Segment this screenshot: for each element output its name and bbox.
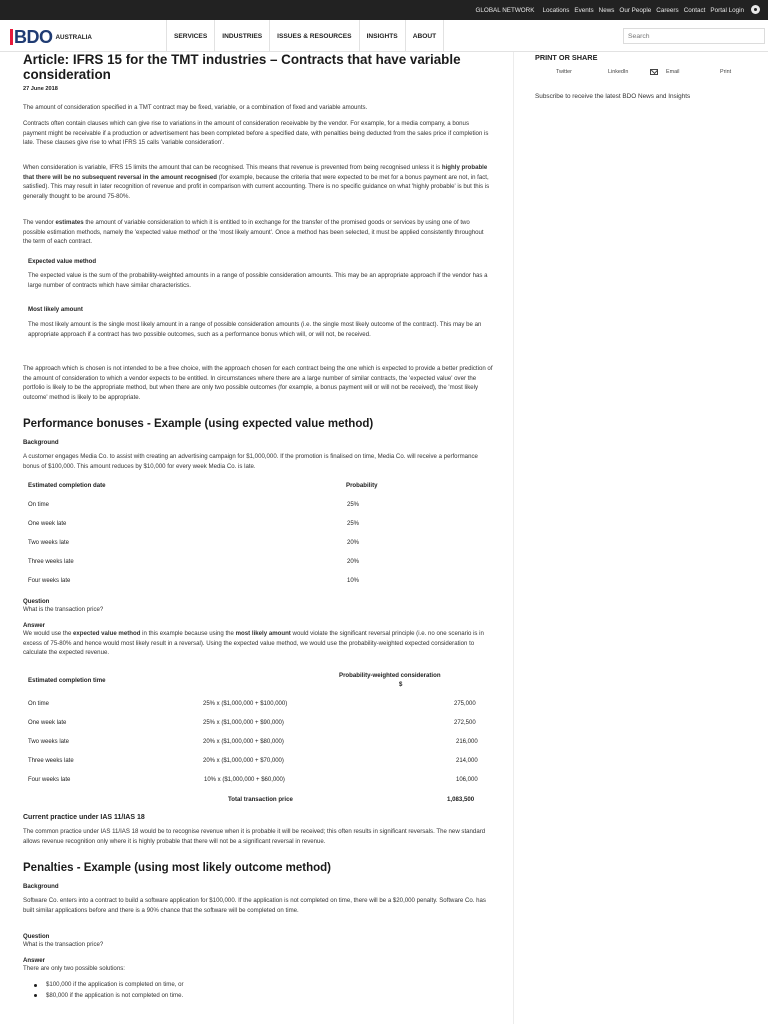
table2-row-formula: 25% x ($1,000,000 + $90,000) — [203, 720, 284, 726]
table2-header-currency: $ — [399, 681, 403, 688]
question-text: What is the transaction price? — [23, 606, 104, 613]
logo-country: AUSTRALIA — [55, 34, 92, 41]
text-run: in this example because using the — [140, 630, 236, 637]
utility-link-locations[interactable]: Locations — [542, 6, 570, 14]
table2-header-time: Estimated completion time — [28, 677, 106, 684]
table2-row-value: 106,000 — [456, 777, 478, 783]
search-input[interactable] — [623, 28, 765, 44]
answer-label: Answer — [23, 622, 46, 629]
table1-row-label: On time — [28, 502, 50, 508]
answer-paragraph — [23, 629, 493, 658]
global-network-link[interactable]: GLOBAL NETWORK — [475, 6, 535, 14]
text-run: the amount of variable consideration to which it is entitled to in exchange for the transfer of the promised goods or services by using one of two possible estimation methods, namely the 'expected value method' or the 'most likely amount'. Once a method has been selected, it must be applied consistently throughout the term of each contract. — [23, 219, 484, 246]
answer-label: Answer — [23, 957, 46, 964]
table1-row-value: 20% — [347, 540, 360, 546]
table2-total-value: 1,083,500 — [447, 796, 475, 803]
question-text: What is the transaction price? — [23, 941, 104, 948]
emphasis-text: estimates — [55, 219, 84, 226]
utility-link-our-people[interactable]: Our People — [619, 6, 652, 14]
background-label: Background — [23, 883, 59, 890]
question-label: Question — [23, 598, 50, 605]
clauses-paragraph: Contracts often contain clauses which can give rise to variations in the amount of consideration receivable by the vendor. For example, for a media company, a bonus payment might be receivable if a production or advertisement has been completed before a specified date, with penalties being deducted from the sales price if completion is late. These clauses give rise to what IFRS 15 calls 'variable consideration'. — [23, 120, 489, 147]
most-likely-heading: Most likely amount — [28, 306, 83, 313]
approach-paragraph: The approach which is chosen is not intended to be a free choice, with the approach chosen for each contract being the one which is expected to provide a better prediction of the amount of consideration to which a vendor expects to be entitled. In circumstances where there are a large number of similar contracts, the 'expected value' over the portfolio is likely to be the appropriate method, but when there are only two possible outcomes (for example, a bonus payment will or will not be received), the 'most likely outcome' method is likely to be appropriate. — [23, 365, 493, 401]
intro-paragraph: The amount of consideration specified in a TMT contract may be fixed, variable, or a combination of fixed and variable amounts. — [23, 104, 368, 111]
nav-services[interactable]: SERVICES — [166, 20, 215, 52]
table2-row-formula: 10% x ($1,000,000 + $60,000) — [204, 777, 285, 783]
utility-link-contact[interactable]: Contact — [683, 6, 706, 14]
solutions-list — [34, 980, 184, 1001]
table1-row-label: One week late — [28, 521, 67, 527]
table1-header-probability: Probability — [346, 482, 378, 489]
share-twitter[interactable]: Twitter — [556, 69, 572, 75]
table1-row-label: Four weeks late — [28, 578, 71, 584]
table2-row-value: 275,000 — [454, 701, 476, 707]
article-header — [23, 53, 489, 92]
answer-intro: There are only two possible solutions: — [23, 965, 125, 972]
penalties-background: Software Co. enters into a contract to build a software application for $100,000. If the application is not completed on time, there will be a $20,000 penalty. Software Co. has built similar applications before and there is a 90% chance that the software will be completed on time. — [23, 897, 486, 914]
text-run: We would use the — [23, 630, 74, 637]
utility-links — [476, 0, 744, 20]
utility-link-events[interactable]: Events — [574, 6, 594, 14]
table2-row-formula: 20% x ($1,000,000 + $80,000) — [203, 739, 284, 745]
region-globe-icon[interactable] — [751, 5, 760, 14]
subscribe-link[interactable]: Subscribe to receive the latest BDO News and Insights — [535, 93, 691, 100]
text-run: (for example, because the criteria that were expected to be met for a bonus payment are not, in fact, satisfied). This may result in later recognition of revenue and profit in comparison with current accounting. There is no specific guidance on what 'highly probable' is but this is generally thought to be around 75-80%. — [23, 173, 490, 200]
utility-link-careers[interactable]: Careers — [656, 6, 679, 14]
most-likely-text: The most likely amount is the single most likely amount in a range of possible consideration amounts (i.e. the single most likely outcome of the contract). This may be an appropriate approach if a contract has two possible outcomes, such as a performance bonus which will, or will not, be received. — [28, 321, 482, 338]
bdo-logo[interactable] — [10, 27, 92, 47]
table1-row-value: 25% — [347, 521, 360, 527]
performance-background: A customer engages Media Co. to assist with creating an advertising campaign for $1,000,000. If the promotion is finalised on time, Media Co. will receive a performance bonus of $100,000. This amount reduces by $10,000 for every week Media Co. is late. — [23, 453, 478, 470]
table2-row-value: 272,500 — [454, 720, 476, 726]
share-print[interactable]: Print — [720, 69, 732, 75]
nav-issues-resources[interactable]: ISSUES & RESOURCES — [270, 20, 359, 52]
text-run: would violate the significant reversal principle (i.e. no one scenario is in excess of 75-80% and hence would most likely result in a reversal). Using the expected value method, we would use the probability-weighted expected consideration to calculate the expected revenue. — [23, 630, 484, 657]
print-share-heading: PRINT OR SHARE — [535, 53, 598, 62]
nav-industries[interactable]: INDUSTRIES — [215, 20, 270, 52]
column-divider — [513, 52, 514, 1024]
current-practice-heading: Current practice under IAS 11/IAS 18 — [23, 814, 145, 821]
table1-row-label: Three weeks late — [28, 559, 74, 565]
logo-text: BDO — [14, 27, 53, 47]
table2-row-label: Three weeks late — [28, 758, 74, 764]
emphasis-text: expected value method — [73, 630, 141, 637]
table2-row-formula: 20% x ($1,000,000 + $70,000) — [203, 758, 284, 764]
main-nav — [166, 20, 444, 52]
article-date: 27 June 2018 — [23, 86, 58, 92]
nav-about[interactable]: ABOUT — [406, 20, 444, 52]
table2-row-label: Four weeks late — [28, 777, 71, 783]
text-run: When consideration is variable, IFRS 15 limits the amount that can be recognised. This means that revenue is prevented from being recognised unless it is — [23, 164, 442, 171]
email-icon[interactable] — [650, 69, 658, 75]
table2-row-label: On time — [28, 701, 50, 707]
table2-row-formula: 25% x ($1,000,000 + $100,000) — [203, 701, 288, 707]
utility-link-news[interactable]: News — [598, 6, 615, 14]
table1-row-value: 20% — [347, 559, 360, 565]
table1-row-value: 25% — [347, 502, 360, 508]
current-practice-text: The common practice under IAS 11/IAS 18 would be to recognise revenue when it is probable it will be received; this often results in significant reversals. The new standard allows revenue recognition only where it is highly probable that there will not be a significant reversal in revenue. — [23, 828, 486, 845]
penalties-heading: Penalties - Example (using most likely outcome method) — [23, 862, 332, 874]
expected-value-heading: Expected value method — [28, 258, 97, 265]
variable-paragraph — [23, 163, 493, 201]
table2-header-consideration: Probability-weighted consideration — [339, 672, 441, 679]
table1-header-date: Estimated completion date — [28, 482, 106, 489]
expected-value-text: The expected value is the sum of the probability-weighted amounts in a range of possible consideration amounts. This may be an appropriate approach if the vendor has a large number of contracts which have similar characteristics. — [28, 272, 488, 289]
text-run: The vendor — [23, 219, 56, 226]
table2-row-value: 214,000 — [456, 758, 478, 764]
background-label: Background — [23, 439, 59, 446]
list-item: $80,000 if the application is not completed on time. — [34, 991, 184, 1002]
nav-insights[interactable]: INSIGHTS — [360, 20, 406, 52]
table1-row-label: Two weeks late — [28, 540, 70, 546]
table2-row-label: Two weeks late — [28, 739, 70, 745]
table2-total-label: Total transaction price — [228, 796, 293, 803]
table2-row-label: One week late — [28, 720, 67, 726]
estimates-paragraph — [23, 218, 493, 247]
share-linkedin[interactable]: LinkedIn — [608, 69, 629, 75]
table2-row-value: 216,000 — [456, 739, 478, 745]
logo-red-bar — [10, 29, 13, 45]
utility-link-portal-login[interactable]: Portal Login — [710, 6, 744, 14]
share-email[interactable]: Email — [666, 69, 680, 75]
top-utility-bar — [0, 0, 768, 20]
question-label: Question — [23, 933, 50, 940]
emphasis-text: most likely amount — [235, 630, 291, 637]
emphasis-text: highly probable that there will be no subsequent reversal in the amount recognised — [23, 164, 488, 181]
performance-bonuses-heading: Performance bonuses - Example (using expected value method) — [23, 418, 374, 430]
article-title: Article: IFRS 15 for the TMT industries – Contracts that have variable consideration — [23, 52, 461, 82]
table1-row-value: 10% — [347, 578, 360, 584]
list-item: $100,000 if the application is completed on time, or — [34, 980, 184, 991]
